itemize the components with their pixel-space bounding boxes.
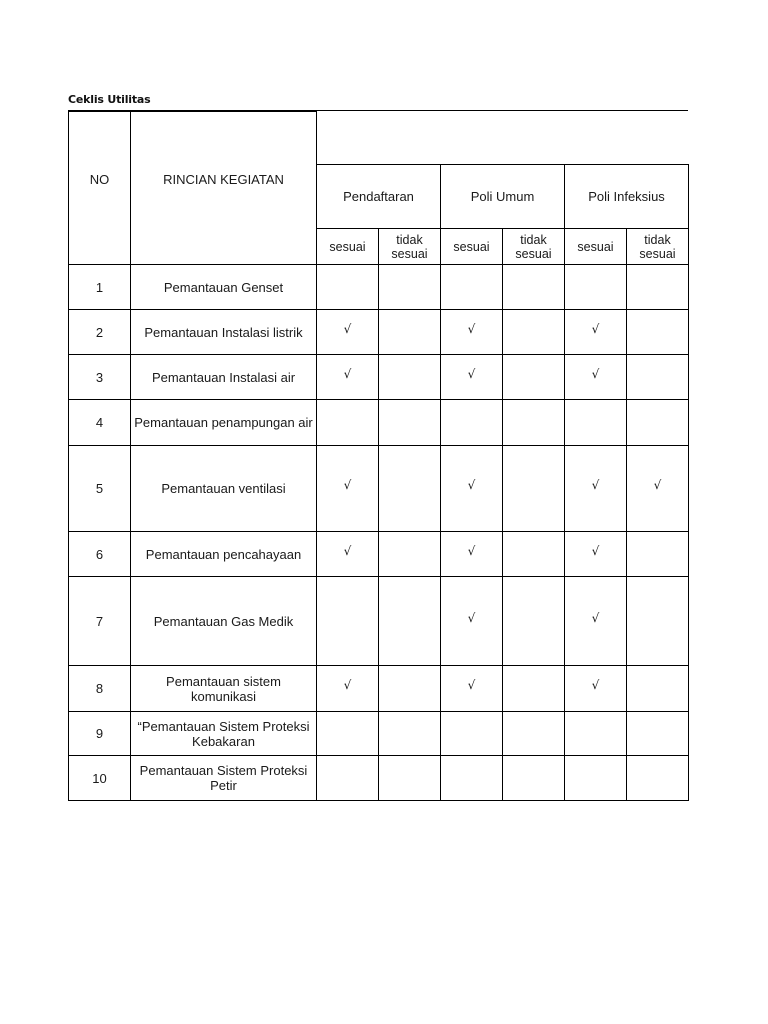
empty-check-cell	[379, 577, 441, 666]
empty-check-cell	[317, 712, 379, 756]
empty-check-cell	[379, 446, 441, 532]
row-number: 2	[69, 310, 131, 355]
empty-check-cell	[441, 756, 503, 801]
empty-check-cell	[317, 265, 379, 310]
check-mark-cell: √	[317, 310, 379, 355]
check-mark-cell: √	[565, 355, 627, 400]
row-kegiatan: Pemantauan Sistem Proteksi Petir	[131, 756, 317, 801]
row-number: 5	[69, 446, 131, 532]
check-mark-cell: √	[441, 577, 503, 666]
table-row	[69, 265, 689, 310]
row-kegiatan: Pemantauan ventilasi	[131, 446, 317, 532]
empty-check-cell	[503, 577, 565, 666]
table-row	[69, 400, 689, 446]
check-mark-cell: √	[317, 355, 379, 400]
row-number: 1	[69, 265, 131, 310]
header-sub-tidak-sesuai: tidak sesuai	[379, 229, 441, 265]
empty-check-cell	[627, 532, 689, 577]
check-mark-cell: √	[565, 310, 627, 355]
table-row	[69, 756, 689, 801]
document-title: Ceklis Utilitas	[68, 93, 151, 106]
row-kegiatan: Pemantauan Gas Medik	[131, 577, 317, 666]
check-mark-cell: √	[565, 532, 627, 577]
check-mark-cell: √	[317, 666, 379, 712]
check-mark-cell: √	[565, 666, 627, 712]
empty-check-cell	[441, 712, 503, 756]
empty-check-cell	[379, 532, 441, 577]
empty-check-cell	[565, 265, 627, 310]
empty-check-cell	[317, 400, 379, 446]
empty-check-cell	[379, 310, 441, 355]
row-number: 7	[69, 577, 131, 666]
empty-check-cell	[627, 712, 689, 756]
check-mark-cell: √	[317, 446, 379, 532]
check-mark-cell: √	[317, 532, 379, 577]
empty-check-cell	[379, 712, 441, 756]
empty-check-cell	[565, 400, 627, 446]
row-kegiatan: Pemantauan penampungan air	[131, 400, 317, 446]
row-kegiatan: “Pemantauan Sistem Proteksi Kebakaran	[131, 712, 317, 756]
header-group-poli-infeksius: Poli Infeksius	[565, 165, 689, 229]
empty-check-cell	[503, 712, 565, 756]
empty-check-cell	[379, 756, 441, 801]
table-row	[69, 577, 689, 666]
check-mark-cell: √	[441, 310, 503, 355]
row-number: 9	[69, 712, 131, 756]
empty-check-cell	[627, 310, 689, 355]
row-number: 6	[69, 532, 131, 577]
utility-checklist-table	[68, 111, 689, 801]
row-number: 3	[69, 355, 131, 400]
empty-check-cell	[379, 400, 441, 446]
header-sub-sesuai: sesuai	[317, 229, 379, 265]
table-row	[69, 532, 689, 577]
empty-check-cell	[441, 400, 503, 446]
empty-check-cell	[627, 666, 689, 712]
empty-check-cell	[627, 355, 689, 400]
header-sub-tidak-sesuai: tidak sesuai	[627, 229, 689, 265]
header-rincian-kegiatan: RINCIAN KEGIATAN	[131, 112, 317, 265]
row-kegiatan: Pemantauan sistem komunikasi	[131, 666, 317, 712]
empty-check-cell	[503, 756, 565, 801]
table-row	[69, 355, 689, 400]
check-mark-cell: √	[441, 666, 503, 712]
header-group-poli-umum: Poli Umum	[441, 165, 565, 229]
table-row	[69, 712, 689, 756]
check-mark-cell: √	[441, 446, 503, 532]
check-mark-cell: √	[627, 446, 689, 532]
empty-check-cell	[503, 265, 565, 310]
empty-check-cell	[503, 532, 565, 577]
table-row	[69, 446, 689, 532]
check-mark-cell: √	[441, 355, 503, 400]
empty-check-cell	[565, 756, 627, 801]
empty-check-cell	[627, 577, 689, 666]
header-row-top	[69, 112, 689, 165]
row-number: 4	[69, 400, 131, 446]
empty-check-cell	[503, 310, 565, 355]
empty-check-cell	[565, 712, 627, 756]
empty-check-cell	[503, 355, 565, 400]
check-mark-cell: √	[565, 577, 627, 666]
header-no: NO	[69, 112, 131, 265]
empty-check-cell	[317, 756, 379, 801]
empty-check-cell	[627, 756, 689, 801]
empty-check-cell	[503, 446, 565, 532]
empty-check-cell	[627, 400, 689, 446]
header-sub-tidak-sesuai: tidak sesuai	[503, 229, 565, 265]
row-kegiatan: Pemantauan Genset	[131, 265, 317, 310]
header-sub-sesuai: sesuai	[441, 229, 503, 265]
empty-check-cell	[379, 666, 441, 712]
check-mark-cell: √	[565, 446, 627, 532]
empty-check-cell	[503, 400, 565, 446]
header-blank-area	[317, 112, 689, 165]
check-mark-cell: √	[441, 532, 503, 577]
table-row	[69, 310, 689, 355]
row-number: 8	[69, 666, 131, 712]
row-number: 10	[69, 756, 131, 801]
empty-check-cell	[317, 577, 379, 666]
empty-check-cell	[627, 265, 689, 310]
row-kegiatan: Pemantauan Instalasi air	[131, 355, 317, 400]
empty-check-cell	[441, 265, 503, 310]
header-group-pendaftaran: Pendaftaran	[317, 165, 441, 229]
row-kegiatan: Pemantauan pencahayaan	[131, 532, 317, 577]
header-sub-sesuai: sesuai	[565, 229, 627, 265]
row-kegiatan: Pemantauan Instalasi listrik	[131, 310, 317, 355]
empty-check-cell	[379, 355, 441, 400]
table-row	[69, 666, 689, 712]
empty-check-cell	[379, 265, 441, 310]
empty-check-cell	[503, 666, 565, 712]
